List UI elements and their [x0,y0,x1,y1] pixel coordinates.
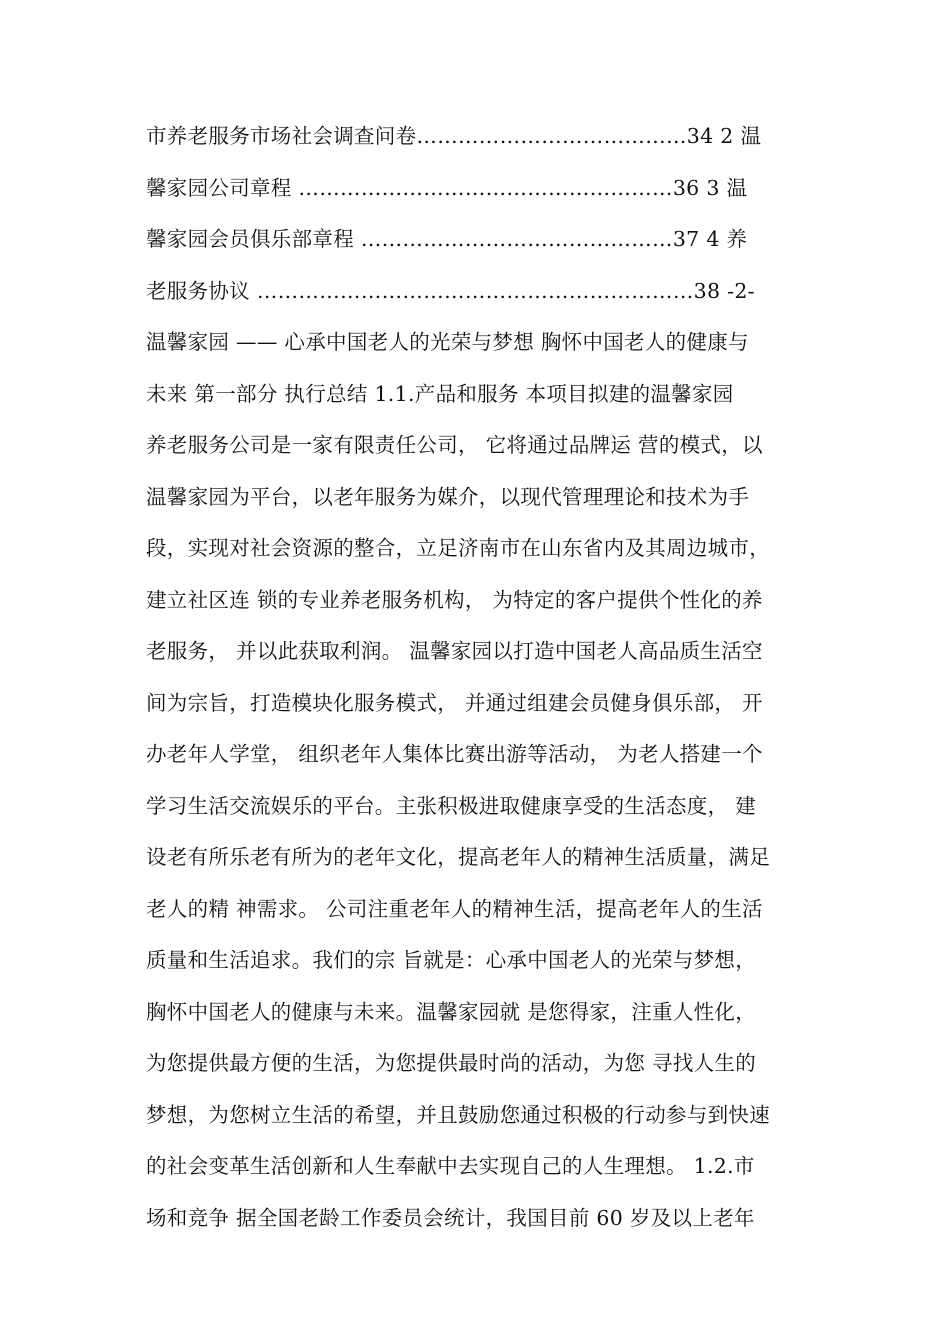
text-line-20: 梦想，为您树立生活的希望，并且鼓励您通过积极的行动参与到快速 [146,1102,770,1127]
text-line-8: 温馨家园为平台，以老年服务为媒介，以现代管理理论和技术为手 [146,484,750,509]
text-line-6: 未来 第一部分 执行总结 1.1.产品和服务 本项目拟建的温馨家园 [146,381,734,406]
text-line-10: 建立社区连 锁的专业养老服务机构， 为特定的客户提供个性化的养 [146,587,763,612]
text-line-4: 老服务协议 ………………………………………………………38 -2- [146,278,755,303]
text-line-1: 市养老服务市场社会调查问卷…………………………………34 2 温 [146,124,762,148]
text-line-21: 的社会变革生活创新和人生奉献中去实现自己的人生理想。 1.2.市 [146,1154,755,1178]
text-line-13: 办老年人学堂， 组织老年人集体比赛出游等活动， 为老人搭建一个 [146,742,763,766]
text-line-9: 段，实现对社会资源的整合，立足济南市在山东省内及其周边城市， [146,536,770,560]
text-line-14: 学习生活交流娱乐的平台。主张积极进取健康享受的生活态度， 建 [146,793,757,818]
text-line-19: 为您提供最方便的生活，为您提供最时尚的活动，为您 寻找人生的 [146,1051,757,1075]
text-line-3: 馨家园会员俱乐部章程 ………………………………………37 4 养 [146,227,748,251]
text-line-7: 养老服务公司是一家有限责任公司， 它将通过品牌运 营的模式，以 [146,433,763,457]
text-line-2: 馨家园公司章程 ………………………………………………36 3 温 [146,175,748,200]
text-line-11: 老服务， 并以此获取利润。 温馨家园以打造中国老人高品质生活空 [146,639,763,663]
text-line-15: 设老有所乐老有所为的老年文化，提高老年人的精神生活质量，满足 [146,845,770,869]
text-line-5: 温馨家园 —— 心承中国老人的光荣与梦想 胸怀中国老人的健康与 [146,330,749,354]
text-line-12: 间为宗旨，打造模块化服务模式， 并通过组建会员健身俱乐部， 开 [146,690,763,715]
text-line-16: 老人的精 神需求。 公司注重老年人的精神生活，提高老年人的生活 [146,896,763,921]
text-line-22: 场和竞争 据全国老龄工作委员会统计，我国目前 60 岁及以上老年 [146,1205,755,1230]
text-line-17: 质量和生活追求。我们的宗 旨就是：心承中国老人的光荣与梦想， [146,948,757,972]
body-text [146,114,816,1247]
text-line-18: 胸怀中国老人的健康与未来。温馨家园就 是您得家，注重人性化， [146,999,757,1024]
